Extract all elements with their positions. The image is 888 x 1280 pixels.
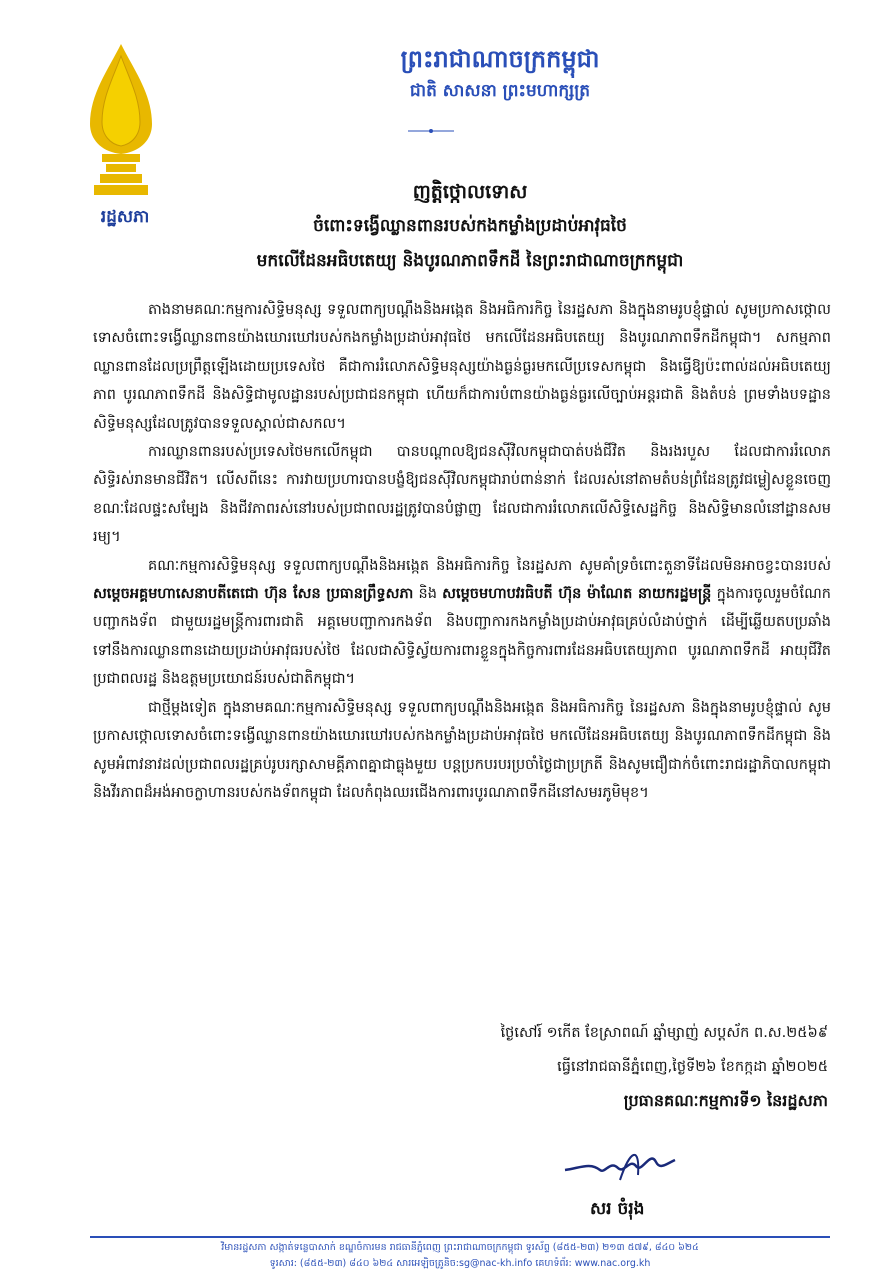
footer-contact: ទូរសារ: (៨៥៥-២៣) ៨៤០ ៦២៤ សារអេឡិចត្រូនិច:sg@nac-kh.info គេហទំព័រ: www.nac.org.kh — [269, 1258, 651, 1269]
institution-label: រដ្ឋសភា — [100, 207, 150, 227]
document-subtitle-1: ចំពោះទង្វើឈ្លានពានរបស់កងកម្លាំងប្រដាប់អាវុធថៃ — [313, 216, 627, 236]
parliament-emblem — [80, 42, 162, 202]
paragraph-3-intro: គណៈកម្មការសិទ្ធិមនុស្ស ទទួលពាក្យបណ្តឹងនិងអង្កេត និងអធិការកិច្ច នៃរដ្ឋសភា សូមគាំទ្រចំពោះតួនាទីដែលមិនអាចខ្វះបានរបស់ — [148, 557, 831, 574]
lunar-date: ថ្ងៃសៅរ៍ ១កើត ខែស្រាពណ៍ ឆ្នាំម្សាញ់ សប្តស័ក ព.ស.២៥៦៩ — [500, 1025, 828, 1041]
hun-sen-title: សម្តេចអគ្គមហាសេនាបតីតេជោ ហ៊ុន សែន ប្រធានព្រឹទ្ធសភា — [93, 586, 414, 603]
paragraph-3 — [93, 552, 831, 694]
national-motto: ជាតិ សាសនា ព្រះមហាក្សត្រ — [409, 81, 591, 101]
signer-name: សរ ចំរុង — [590, 1199, 645, 1219]
divider-ornament — [408, 128, 454, 134]
footer-address: វិមានរដ្ឋសភា សង្កាត់ទន្លេបាសាក់ ខណ្ឌចំការមន រាជធានីភ្នំពេញ ព្រះរាជាណាចក្រកម្ពុជា ទូរស័ព្ទ (៨៥៥-២៣) ២១៣ ៥៧៩, ៨៤០ ៦២៤ — [221, 1242, 699, 1253]
document-subtitle-2: មកលើដែនអធិបតេយ្យ និងបូរណភាពទឹកដី នៃព្រះរាជាណាចក្រកម្ពុជា — [256, 251, 684, 271]
kingdom-heading: ព្រះរាជាណាចក្រកម្ពុជា — [400, 45, 600, 73]
place-date: ធ្វើនៅរាជធានីភ្នំពេញ,ថ្ងៃទី២៦ ខែកក្កដា ឆ្នាំ២០២៥ — [557, 1059, 828, 1075]
paragraph-1: តាងនាមគណៈកម្មការសិទ្ធិមនុស្ស ទទួលពាក្យបណ្តឹងនិងអង្កេត និងអធិការកិច្ច នៃរដ្ឋសភា និងក្នុងនាមរូបខ្ញុំផ្ទាល់ សូមប្រកាសថ្កោលទោសចំពោះទង្វើឈ្លានពានយ៉ាងឃោរឃៅរបស់កងកម្លាំងប្រដាប់អាវុធថៃ មកលើដែនអធិបតេយ្យ និងបូរណភាពទឹកដីកម្ពុជា។ សកម្មភាពឈ្លានពានដែលប្រព្រឹត្តឡើងដោយប្រទេសថៃ គឺជាការរំលោភសិទ្ធិមនុស្សយ៉ាងធ្ងន់ធ្ងរមកលើប្រទេសកម្ពុជា និងធ្វើឱ្យប៉ះពាល់ដល់អធិបតេយ្យភាព បូរណភាពទឹកដី និងសិទ្ធិជាមូលដ្ឋានរបស់ប្រជាជនកម្ពុជា ហើយក៏ជាការបំពានយ៉ាងធ្ងន់ធ្ងរលើច្បាប់អន្តរជាតិ និងតំបន់ ព្រមទាំងបទដ្ឋានសិទ្ធិមនុស្សដែលត្រូវបានទទួលស្គាល់ជាសកល។ — [93, 302, 831, 432]
paragraph-4: ជាថ្មីម្តងទៀត ក្នុងនាមគណៈកម្មការសិទ្ធិមនុស្ស ទទួលពាក្យបណ្តឹងនិងអង្កេត និងអធិការកិច្ច នៃរដ្ឋសភា និងក្នុងនាមរូបខ្ញុំផ្ទាល់ សូមប្រកាសថ្កោលទោសចំពោះទង្វើឈ្លានពានយ៉ាងឃោរឃៅរបស់កងកម្លាំងប្រដាប់អាវុធថៃ មកលើដែនអធិបតេយ្យ និងបូរណភាពទឹកដីកម្ពុជា និងសូមអំពាវនាវដល់ប្រជាពលរដ្ឋគ្រប់រូបរក្សាសាមគ្គីភាពគ្នាជាធ្លុងមួយ បន្តប្រកបរបរប្រចាំថ្ងៃជាប្រក្រតី និងសូមជឿជាក់ចំពោះរាជរដ្ឋាភិបាលកម្ពុជា និងវីរភាពដ៏អង់អាចក្លាហានរបស់កងទ័ពកម្ពុជា ដែលកំពុងឈរជើងការពារបូរណភាពទឹកដីនៅសមរភូមិមុខ។ — [93, 699, 831, 801]
document-title: ញត្តិថ្កោលទោស — [412, 181, 528, 203]
signer-title: ប្រធានគណៈកម្មការទី១ នៃរដ្ឋសភា — [623, 1091, 828, 1110]
footer-divider — [90, 1236, 830, 1238]
hun-manet-title: សម្តេចមហាបវរធិបតី ហ៊ុន ម៉ាណែត នាយករដ្ឋមន្ត្រី — [442, 586, 712, 603]
handwritten-signature — [560, 1140, 680, 1190]
paragraph-3-conj: និង — [413, 586, 443, 603]
paragraph-3-rest: ក្នុងការចូលរួមចំណែកបញ្ជាកងទ័ព ជាមួយរដ្ឋមន្ត្រីការពារជាតិ អគ្គមេបញ្ជាការកងទ័ព និងបញ្ជាការកងកម្លាំងប្រដាប់អាវុធគ្រប់លំដាប់ថ្នាក់ ដើម្បីឆ្លើយតបប្រឆាំងទៅនឹងការឈ្លានពានដោយប្រដាប់អាវុធរបស់ថៃ ដែលជាសិទ្ធិស្វ័យការពារខ្លួនក្នុងកិច្ចការពារដែនអធិបតេយ្យភាព បូរណភាពទឹកដី អាយុជីវិតប្រជាពលរដ្ឋ និងឧត្តមប្រយោជន៍របស់ជាតិកម្ពុជា។ — [93, 586, 831, 688]
paragraph-2: ការឈ្លានពានរបស់ប្រទេសថៃមកលើកម្ពុជា បានបណ្តាលឱ្យជនស៊ីវិលកម្ពុជាបាត់បង់ជីវិត និងរងរបួស ដែលជាការរំលោភសិទ្ធិរស់រានមានជីវិត។ លើសពីនេះ ការវាយប្រហារបានបង្ខំឱ្យជនស៊ីវិលកម្ពុជារាប់ពាន់នាក់ ដែលរស់នៅតាមតំបន់ព្រំដែនត្រូវជម្លៀសខ្លួនចេញ ខណៈដែលផ្ទះសម្បែង និងជីវភាពរស់នៅរបស់ប្រជាពលរដ្ឋត្រូវបានបំផ្លាញ ដែលជាការរំលោភលើសិទ្ធិសេដ្ឋកិច្ច និងសិទ្ធិមានលំនៅដ្ឋានសមរម្យ។ — [93, 444, 831, 546]
document-body — [93, 296, 831, 807]
